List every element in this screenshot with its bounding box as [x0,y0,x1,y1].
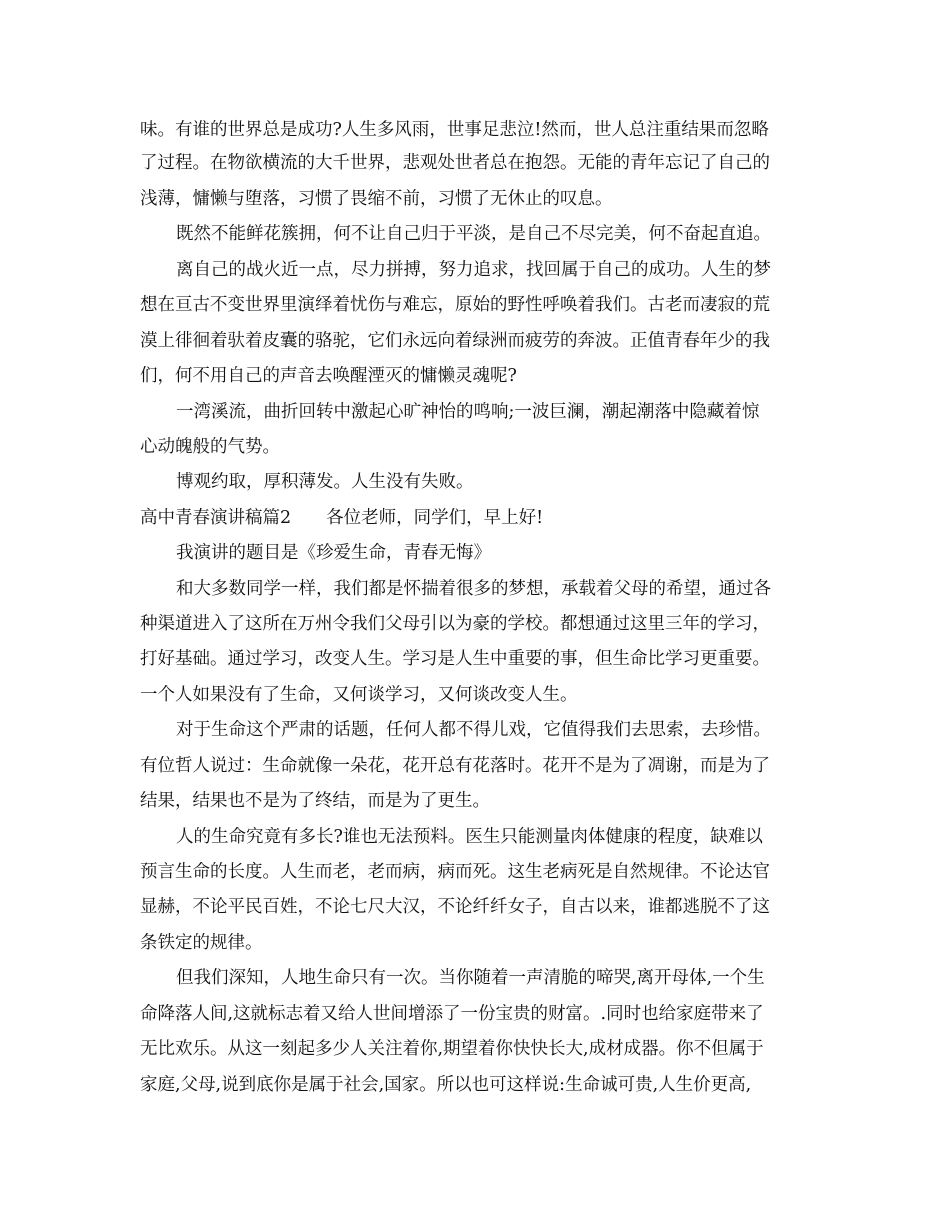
paragraph-start-line: 对于生命这个严肃的话题，任何人都不得儿戏，它值得我们去思索，去珍惜。 [176,720,771,740]
paragraph-start-line: 既然不能鲜花簇拥，何不让自己归于平淡，是自己不尽完美，何不奋起直追。 [176,224,771,244]
text-line: 显赫，不论平民百姓，不论七尺大汉，不论纤纤女子，自古以来，谁都逃脱不了这 [140,897,770,917]
paragraph-start-line: 一湾溪流，曲折回转中激起心旷神怡的鸣响;一波巨澜，潮起潮落中隐藏着惊 [176,402,760,422]
text-line: 有位哲人说过：生命就像一朵花，花开总有花落时。花开不是为了凋谢，而是为了 [140,756,770,776]
paragraph-start-line: 博观约取，厚积薄发。人生没有失败。 [176,472,474,492]
text-line: 家庭,父母,说到底你是属于社会,国家。所以也可这样说:生命诚可贵,人生价更高, [140,1075,752,1095]
text-line: 预言生命的长度。人生而老，老而病，病而死。这生老病死是自然规律。不论达官 [140,862,770,882]
text-line: 心动魄般的气势。 [140,437,280,457]
text-line: 浅薄，慵懒与堕落，习惯了畏缩不前，习惯了无休止的叹息。 [140,189,613,209]
text-line: 打好基础。通过学习，改变人生。学习是人生中重要的事，但生命比学习更重要。 [140,649,770,669]
text-line: 条铁定的规律。 [140,933,263,953]
paragraph-start-line: 但我们深知，人地生命只有一次。当你随着一声清脆的啼哭,离开母体,一个生 [176,968,765,988]
text-line: 们，何不用自己的声音去唤醒湮灭的慵懒灵魂呢? [140,366,517,386]
text-line: 结果，结果也不是为了终结，而是为了更生。 [140,791,490,811]
text-line: 漠上徘徊着驮着皮囊的骆驼，它们永远向着绿洲而疲劳的奔波。正值青春年少的我 [140,331,770,351]
text-line: 想在亘古不变世界里演绎着忧伤与难忘，原始的野性呼唤着我们。古老而凄寂的荒 [140,295,770,315]
text-line: 无比欢乐。从这一刻起多少人关注着你,期望着你快快长大,成材成器。你不但属于 [140,1039,764,1059]
text-line: 了过程。在物欲横流的大千世界，悲观处世者总在抱怨。无能的青年忘记了自己的 [140,153,770,173]
text-line: 命降落人间,这就标志着又给人世间增添了一份宝贵的财富。.同时也给家庭带来了 [140,1004,764,1024]
text-line: 味。有谁的世界总是成功?人生多风雨，世事足悲泣!然而，世人总注重结果而忽略 [140,120,769,140]
text-line: 一个人如果没有了生命，又何谈学习，又何谈改变人生。 [140,685,578,705]
paragraph-start-line: 和大多数同学一样，我们都是怀揣着很多的梦想，承载着父母的希望，通过各 [176,579,771,599]
section-heading-line: 高中青春演讲稿篇2 各位老师，同学们，早上好! [140,508,544,528]
paragraph-start-line: 我演讲的题目是《珍爱生命，青春无悔》 [176,543,491,563]
text-line: 种渠道进入了这所在万州令我们父母引以为豪的学校。都想通过这里三年的学习， [140,614,770,634]
paragraph-start-line: 离自己的战火近一点，尽力拼搏，努力追求，找回属于自己的成功。人生的梦 [176,260,771,280]
paragraph-start-line: 人的生命究竟有多长?谁也无法预料。医生只能测量肉体健康的程度，缺难以 [176,827,763,847]
